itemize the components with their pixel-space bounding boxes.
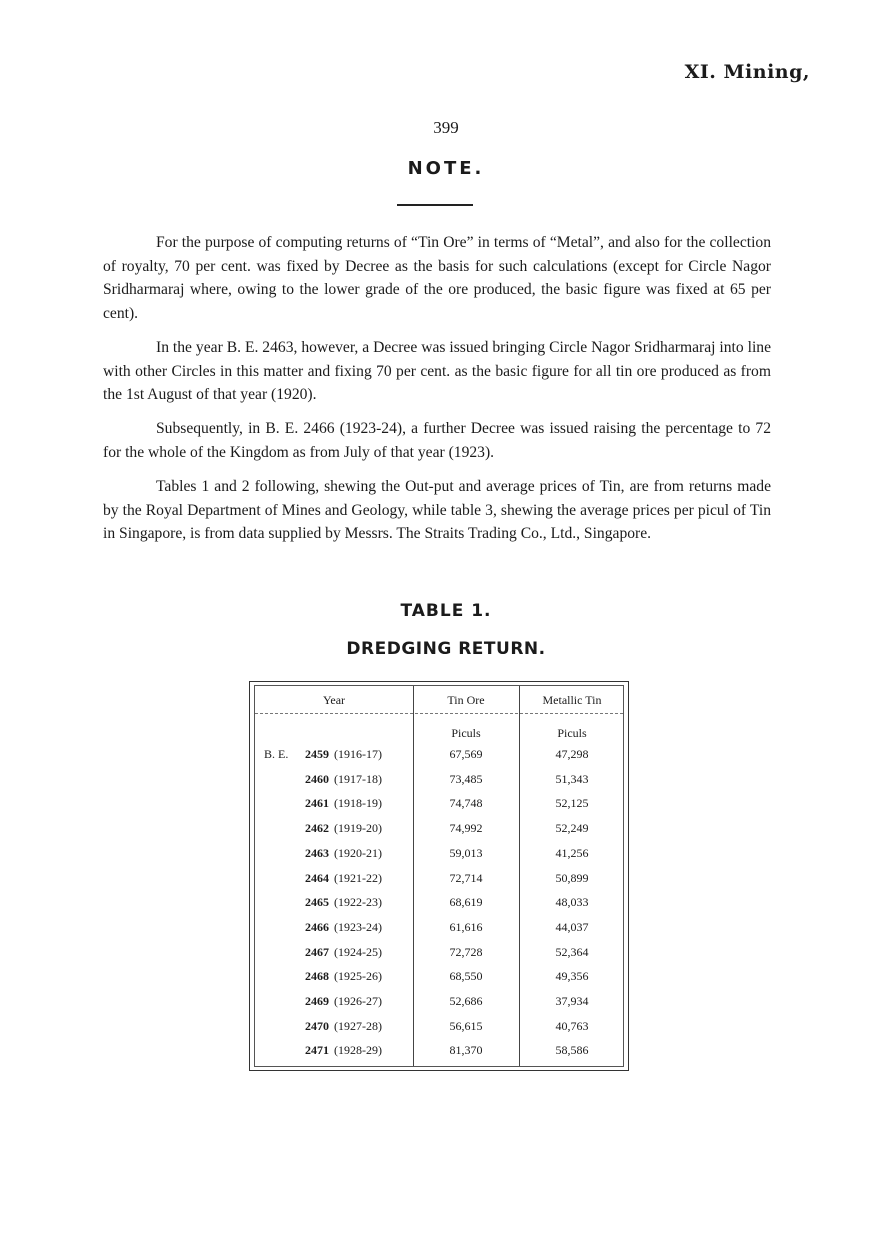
- be-year: 2469: [305, 994, 329, 1008]
- metallic-tin-cell: 52,364: [555, 944, 589, 959]
- ad-year: (1920-21): [334, 845, 382, 860]
- ad-year: (1921-22): [334, 870, 382, 885]
- be-year: 2461: [305, 796, 329, 811]
- table-subtitle: DREDGING RETURN.: [346, 639, 546, 659]
- year-cell: [305, 1019, 382, 1034]
- metallic-tin-cell: 49,356: [555, 969, 589, 984]
- tin-ore-cell: 81,370: [449, 1043, 483, 1058]
- be-year: 2459: [305, 747, 329, 761]
- table-inner-border: [254, 685, 624, 1067]
- header-divider: [255, 713, 623, 715]
- table-row: [255, 994, 627, 1018]
- metallic-tin-cell: 52,125: [555, 796, 589, 811]
- ad-year: (1918-19): [334, 796, 382, 811]
- unit-metallic-tin: Piculs: [557, 726, 587, 740]
- ad-year: (1924-25): [334, 944, 382, 959]
- table-row: [255, 1043, 627, 1067]
- metallic-tin-cell: 51,343: [555, 771, 589, 786]
- metallic-tin-cell: 41,256: [555, 845, 589, 860]
- metallic-tin-cell: 52,249: [555, 821, 589, 836]
- era-prefix: B. E.: [264, 747, 289, 761]
- title-rule: [397, 204, 473, 206]
- year-cell: [305, 920, 382, 935]
- ad-year: (1922-23): [334, 895, 382, 910]
- paragraph-2: [103, 336, 771, 407]
- year-cell: [305, 969, 382, 984]
- be-year: 2467: [305, 944, 329, 959]
- metallic-tin-cell: 50,899: [555, 870, 589, 885]
- table-title: TABLE 1.: [400, 601, 492, 621]
- running-header: XI. Mining,: [684, 61, 810, 83]
- year-cell: [305, 846, 382, 861]
- tin-ore-cell: 74,992: [449, 821, 483, 836]
- metallic-tin-cell: 37,934: [555, 994, 589, 1008]
- be-year: 2463: [305, 845, 329, 860]
- table-row: [255, 747, 627, 771]
- be-year: 2462: [305, 821, 329, 836]
- paragraph-2-text: In the year B. E. 2463, however, a Decree was issued bringing Circle Nagor Sridharmaraj into line with other Circles in this matter and fixing 70 per cent. as the basic figure for all tin ore produced as from the 1st August of that year (1920).: [103, 339, 771, 403]
- tin-ore-cell: 67,569: [449, 747, 483, 761]
- tin-ore-cell: 72,728: [449, 944, 483, 959]
- paragraph-3-text: Subsequently, in B. E. 2466 (1923-24), a further Decree was issued raising the percentage to 72 for the whole of the Kingdom as from July of that year (1923).: [103, 420, 771, 461]
- tin-ore-cell: 68,550: [449, 969, 483, 984]
- header-tin-ore: Tin Ore: [447, 693, 485, 707]
- year-cell: [305, 772, 382, 787]
- year-cell: [305, 895, 382, 910]
- unit-tin-ore: Piculs: [451, 726, 481, 740]
- paragraph-1: [103, 231, 771, 325]
- table-row: [255, 969, 627, 993]
- tin-ore-cell: 52,686: [449, 994, 483, 1008]
- table-row: [255, 871, 627, 895]
- ad-year: (1917-18): [334, 771, 382, 786]
- tin-ore-cell: 73,485: [449, 771, 483, 786]
- be-year: 2464: [305, 870, 329, 885]
- table-row: [255, 772, 627, 796]
- year-cell: [305, 945, 382, 960]
- be-year: 2465: [305, 895, 329, 910]
- ad-year: (1923-24): [334, 919, 382, 934]
- year-cell: [305, 1043, 382, 1058]
- metallic-tin-cell: 48,033: [555, 895, 589, 910]
- year-cell: [305, 994, 382, 1009]
- year-cell: [305, 871, 382, 886]
- ad-year: (1919-20): [334, 821, 382, 836]
- year-cell: [305, 747, 382, 762]
- tin-ore-cell: 68,619: [449, 895, 483, 910]
- year-cell: [305, 821, 382, 836]
- be-year: 2460: [305, 771, 329, 786]
- metallic-tin-cell: 44,037: [555, 919, 589, 934]
- table-row: [255, 821, 627, 845]
- metallic-tin-cell: 58,586: [555, 1043, 589, 1058]
- header-metallic-tin: Metallic Tin: [542, 693, 602, 707]
- page-number: 399: [433, 118, 459, 137]
- table-row: [255, 945, 627, 969]
- metallic-tin-cell: 40,763: [555, 1018, 589, 1033]
- tin-ore-cell: 74,748: [449, 796, 483, 811]
- tin-ore-cell: 61,616: [449, 919, 483, 934]
- paragraph-4: [103, 475, 771, 546]
- ad-year: (1926-27): [334, 994, 382, 1008]
- be-year: 2471: [305, 1043, 329, 1058]
- tin-ore-cell: 72,714: [449, 870, 483, 885]
- table-row: [255, 920, 627, 944]
- table-row: [255, 846, 627, 870]
- paragraph-3: [103, 417, 771, 464]
- header-year: Year: [322, 693, 346, 707]
- table-row: [255, 895, 627, 919]
- ad-year: (1928-29): [334, 1043, 382, 1058]
- table-row: [255, 1019, 627, 1043]
- tin-ore-cell: 56,615: [449, 1018, 483, 1033]
- dredging-return-table: [249, 681, 629, 1071]
- table-row: [255, 796, 627, 820]
- ad-year: (1927-28): [334, 1018, 382, 1033]
- be-year: 2468: [305, 969, 329, 984]
- ad-year: (1916-17): [334, 747, 382, 761]
- paragraph-1-text: For the purpose of computing returns of “Tin Ore” in terms of “Metal”, and also for the collection of royalty, 70 per cent. was fixed by Decree as the basis for such calculations (except for Circle Nagor Sridharmaraj where, owing to the lower grade of the ore produced, the basic figure was fixed at 65 per cent).: [103, 234, 771, 322]
- metallic-tin-cell: 47,298: [555, 747, 589, 761]
- note-title: NOTE.: [407, 158, 485, 179]
- be-year: 2470: [305, 1018, 329, 1033]
- ad-year: (1925-26): [334, 969, 382, 984]
- be-year: 2466: [305, 919, 329, 934]
- tin-ore-cell: 59,013: [449, 845, 483, 860]
- year-cell: [305, 796, 382, 811]
- paragraph-4-text: Tables 1 and 2 following, shewing the Out-put and average prices of Tin, are from returns made by the Royal Department of Mines and Geology, while table 3, shewing the average prices per picul of Tin in Singapore, is from data supplied by Messrs. The Straits Trading Co., Ltd., Singapore.: [103, 478, 771, 542]
